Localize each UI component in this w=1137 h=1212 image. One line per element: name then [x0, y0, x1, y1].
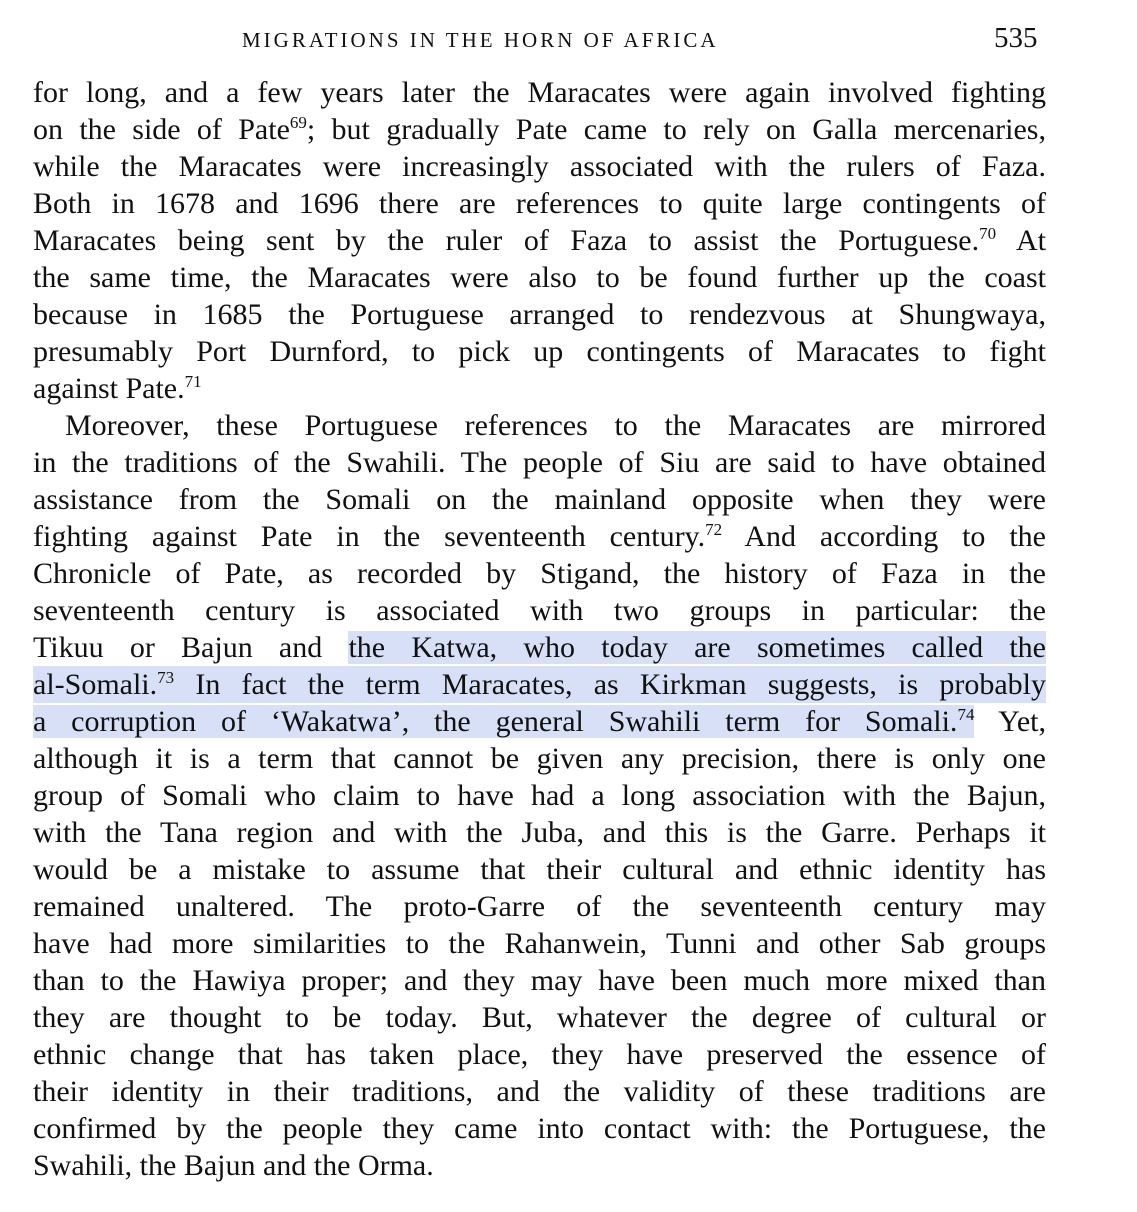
text-line: their identity in their traditions, and the validity of these traditions are	[33, 1075, 1046, 1108]
text-line: confirmed by the people they came into contact with: the Portuguese, the	[33, 1112, 1046, 1145]
footnote-ref[interactable]: 71	[184, 372, 202, 391]
running-head: MIGRATIONS IN THE HORN OF AFRICA	[242, 28, 719, 52]
text-line: for long, and a few years later the Maracates were again involved fighting	[33, 76, 1046, 109]
page-header	[0, 22, 1137, 62]
text-line: assistance from the Somali on the mainland opposite when they were	[33, 483, 1046, 516]
footnote-ref[interactable]: 69	[289, 113, 307, 132]
footnote-ref[interactable]: 70	[979, 224, 997, 243]
footnote-ref[interactable]: 74	[957, 705, 975, 724]
text-line: have had more similarities to the Rahanwein, Tunni and other Sab groups	[33, 927, 1046, 960]
text-line: fighting against Pate in the seventeenth century.$^{72}$ And according to the	[33, 520, 1046, 553]
text-line: in the traditions of the Swahili. The people of Siu are said to have obtained	[33, 446, 1046, 479]
text-line: because in 1685 the Portuguese arranged to rendezvous at Shungwaya,	[33, 298, 1046, 331]
text-line: Moreover, these Portuguese references to the Maracates are mirrored	[65, 409, 1046, 442]
text-line: remained unaltered. The proto-Garre of the seventeenth century may	[33, 890, 1046, 923]
body-text	[33, 74, 1046, 1184]
text-line: Chronicle of Pate, as recorded by Stigand, the history of Faza in the	[33, 557, 1046, 590]
text-line: they are thought to be today. But, whatever the degree of cultural or	[33, 1001, 1046, 1034]
text-line: Both in 1678 and 1696 there are references to quite large contingents of	[33, 187, 1046, 220]
text-selection[interactable]: a corruption of ‘Wakatwa’, the general Swahili term for Somali.$^{74}$	[33, 705, 975, 738]
footnote-ref[interactable]: 73	[157, 668, 175, 687]
text-line: Tikuu or Bajun and the Katwa, who today are sometimes called the	[33, 631, 1046, 664]
text-line: while the Maracates were increasingly associated with the rulers of Faza.	[33, 150, 1046, 183]
text-line: ethnic change that has taken place, they have preserved the essence of	[33, 1038, 1046, 1071]
text-line: seventeenth century is associated with two groups in particular: the	[33, 594, 1046, 627]
text-line: a corruption of ‘Wakatwa’, the general Swahili term for Somali.$^{74}$ Yet,	[33, 705, 1046, 738]
text-line-selected[interactable]: al-Somali.$^{73}$ In fact the term Maracates, as Kirkman suggests, is probably	[33, 668, 1046, 701]
text-line: would be a mistake to assume that their cultural and ethnic identity has	[33, 853, 1046, 886]
text-line: presumably Port Durnford, to pick up contingents of Maracates to fight	[33, 335, 1046, 368]
page-number: 535	[994, 22, 1038, 54]
text-line: although it is a term that cannot be given any precision, there is only one	[33, 742, 1046, 775]
text-line: on the side of Pate$^{69}$; but gradually Pate came to rely on Galla mercenaries,	[33, 113, 1046, 146]
text-line: against Pate.$^{71}$	[33, 372, 202, 405]
text-line: group of Somali who claim to have had a long association with the Bajun,	[33, 779, 1046, 812]
text-line: Maracates being sent by the ruler of Faza to assist the Portuguese.$^{70}$ At	[33, 224, 1046, 257]
text-selection[interactable]: the Katwa, who today are sometimes called the	[348, 631, 1046, 664]
text-line: the same time, the Maracates were also to be found further up the coast	[33, 261, 1046, 294]
text-line: Swahili, the Bajun and the Orma.	[33, 1149, 434, 1182]
footnote-ref[interactable]: 72	[705, 520, 723, 539]
text-line: than to the Hawiya proper; and they may have been much more mixed than	[33, 964, 1046, 997]
text-line: with the Tana region and with the Juba, and this is the Garre. Perhaps it	[33, 816, 1046, 849]
